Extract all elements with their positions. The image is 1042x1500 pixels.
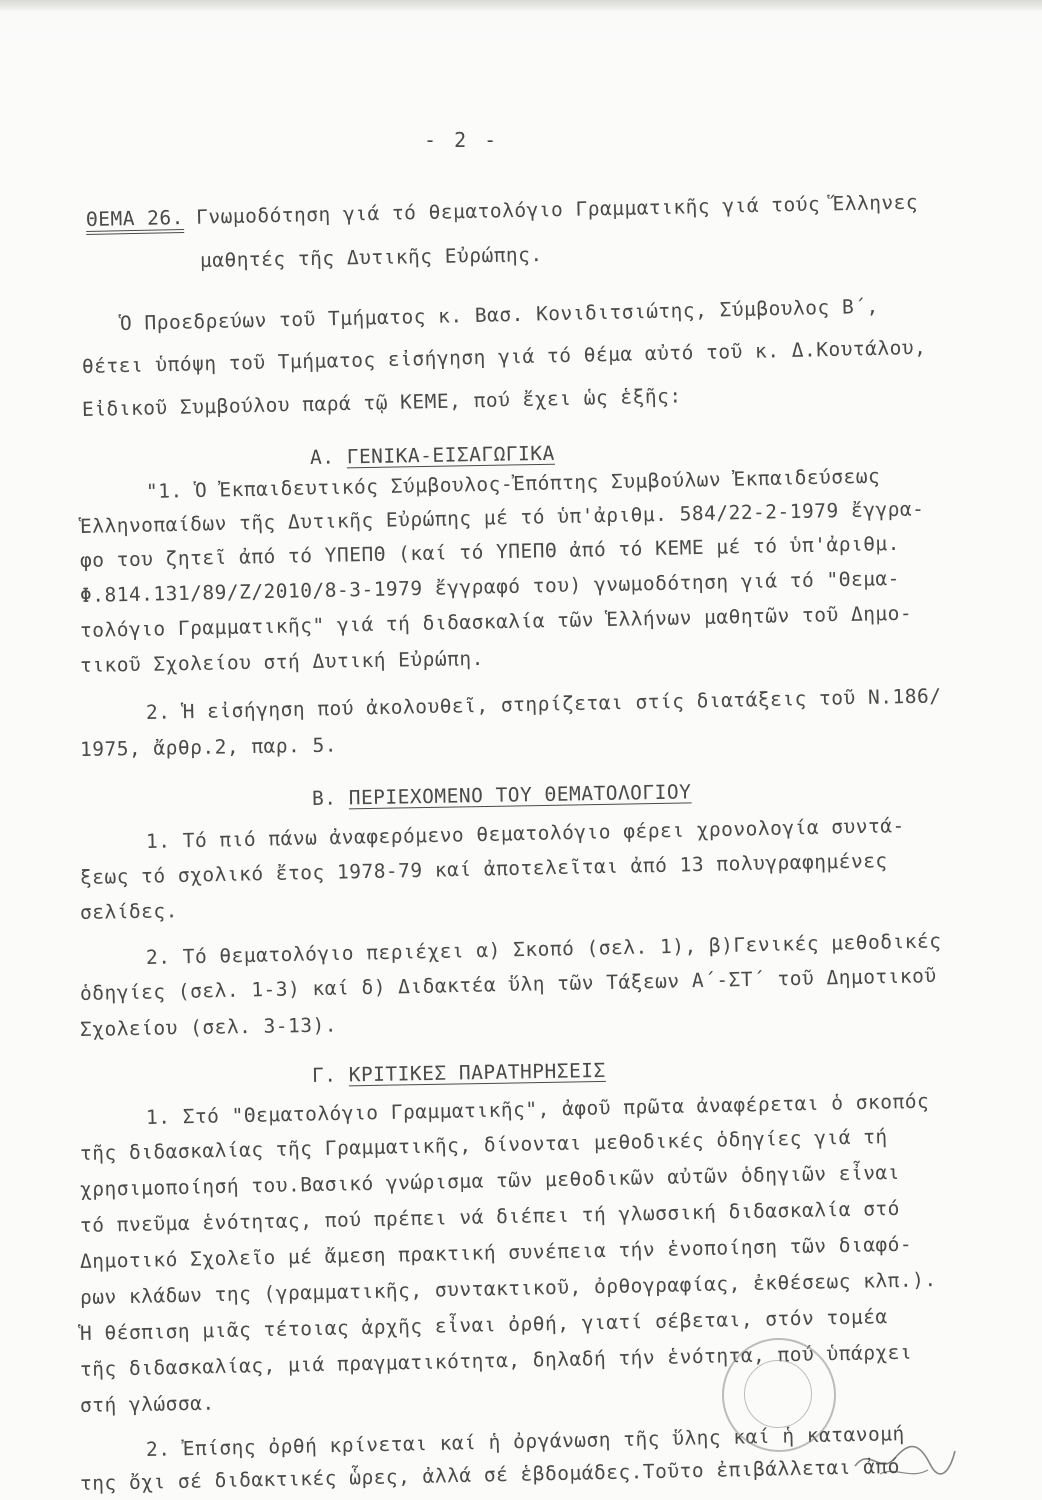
intro-line-3: Εἰδικοῦ Συμβούλου παρά τῷ ΚΕΜΕ, πού ἔχει ὡς ἑξῆς: bbox=[81, 384, 682, 421]
section-b-title: ΠΕΡΙΕΧΟΜΕΝΟ ΤΟΥ ΘΕΜΑΤΟΛΟΓΙΟΥ bbox=[348, 780, 692, 810]
section-b-p1-line-3: σελίδες. bbox=[79, 899, 179, 924]
section-a-p2-line-2: 1975, ἄρθρ.2, παρ. 5. bbox=[79, 733, 338, 761]
section-a-p2-line-1: 2. Ἡ εἰσήγηση πού ἀκολουθεῖ, στηρίζεται στίς διατάξεις τοῦ Ν.186/ bbox=[145, 684, 942, 724]
section-c-p1-line-4: τό πνεῦμα ἑνότητας, πού πρέπει νά διέπει τή γλωσσική διδασκαλία στό bbox=[79, 1196, 901, 1237]
intro-line-1: Ὁ Προεδρεύων τοῦ Τμήματος κ. Βασ. Κονιδιτσιώτης, Σύμβουλος Β΄, bbox=[119, 294, 879, 335]
intro-line-2: θέτει ὑπόψη τοῦ Τμήματος εἰσήγηση γιά τό θέμα αὐτό τοῦ κ. Δ.Κουτάλου, bbox=[81, 335, 927, 378]
page-number: - 2 - bbox=[424, 128, 500, 152]
section-c-p2-line-2: της ὄχι σέ διδακτικές ὧρες, ἀλλά σέ ἑβδομάδες.Τοῦτο ἐπιβάλλεται ἀπό bbox=[79, 1454, 901, 1495]
section-b-p2-line-1: 2. Τό θεματολόγιο περιέχει α) Σκοπό (σελ. 1), β)Γενικές μεθοδικές bbox=[145, 929, 942, 969]
subject-label: ΘΕΜΑ 26. bbox=[85, 205, 185, 231]
section-c-p1-line-5: Δημοτικό Σχολεῖο μέ ἄμεση πρακτική συνέπεια τήν ἑνοποίηση τῶν διαφό- bbox=[79, 1232, 913, 1273]
section-a-p1-line-4: Φ.814.131/89/Ζ/2010/8-3-1979 ἔγγραφό του) γνωμοδότηση γιά τό "Θεμα- bbox=[79, 566, 901, 607]
section-b-heading bbox=[312, 780, 692, 811]
subject-text-1: Γνωμοδότηση γιά τό θεματολόγιο Γραμματικῆς γιά τούς Ἕλληνες bbox=[195, 190, 919, 229]
official-stamp-inner-ring bbox=[744, 1360, 812, 1428]
section-c-heading bbox=[312, 1059, 606, 1088]
section-a-p1-line-2: Ἑλληνοπαίδων τῆς Δυτικῆς Εὐρώπης μέ τό ὑπ'ἀριθμ. 584/22-2-1979 ἔγγρα- bbox=[79, 497, 925, 538]
subject-line-2: μαθητές τῆς Δυτικῆς Εὐρώπης. bbox=[199, 243, 543, 272]
section-a-letter: Α. bbox=[309, 445, 335, 469]
section-c-title: ΚΡΙΤΙΚΕΣ ΠΑΡΑΤΗΡΗΣΕΙΣ bbox=[348, 1058, 606, 1087]
handwritten-signature bbox=[850, 1436, 960, 1486]
section-c-p1-line-8: τῆς διδασκαλίας, μιά πραγματικότητα, δηλαδή τήν ἑνότητα, πού ὑπάρχει bbox=[79, 1340, 913, 1381]
page-top-edge bbox=[0, 0, 1042, 10]
section-b-p1-line-1: 1. Τό πιό πάνω ἀναφερόμενο θεματολόγιο φέρει χρονολογία συντά- bbox=[145, 814, 905, 853]
section-a-p1-line-5: τολόγιο Γραμματικῆς" γιά τή διδασκαλία τῶν Ἑλλήνων μαθητῶν τοῦ Δημο- bbox=[79, 601, 913, 642]
section-c-p1-line-3: χρησιμοποίησή του.Βασικό γνώρισμα τῶν μεθοδικῶν αὐτῶν ὁδηγιῶν εἶναι bbox=[79, 1160, 901, 1201]
section-b-p2-line-2: ὁδηγίες (σελ. 1-3) καί δ) Διδακτέα ὕλη τῶν Τάξεων Α΄-ΣΤ΄ τοῦ Δημοτικοῦ bbox=[79, 964, 937, 1005]
section-a-p1-line-6: τικοῦ Σχολείου στή Δυτική Εὐρώπη. bbox=[79, 646, 485, 677]
section-c-p2-line-1: 2. Ἐπίσης ὀρθή κρίνεται καί ἡ ὀργάνωση τῆς ὕλης καί ἡ κατανομή bbox=[145, 1422, 905, 1461]
official-stamp bbox=[722, 1338, 836, 1452]
section-b-p2-line-3: Σχολείου (σελ. 3-13). bbox=[79, 1013, 338, 1041]
section-a-p1-line-3: φο του ζητεῖ ἀπό τό ΥΠΕΠΘ (καί τό ΥΠΕΠΘ ἀπό τό ΚΕΜΕ μέ τό ὑπ'ἀριθμ. bbox=[79, 531, 901, 572]
section-a-p1-line-1: "1. Ὁ Ἐκπαιδευτικός Σύμβουλος-Ἐπόπτης Συμβούλων Ἐκπαιδεύσεως bbox=[145, 464, 881, 503]
section-a-heading bbox=[310, 442, 555, 470]
section-c-p1-line-2: τῆς διδασκαλίας τῆς Γραμματικῆς, δίνονται μεθοδικές ὁδηγίες γιά τή bbox=[79, 1125, 888, 1165]
section-a-title: ΓΕΝΙΚΑ-ΕΙΣΑΓΩΓΙΚΑ bbox=[346, 441, 555, 469]
section-c-letter: Γ. bbox=[311, 1063, 337, 1087]
section-c-p1-line-1: 1. Στό "Θεματολόγιο Γραμματικῆς", ἀφοῦ πρῶτα ἀναφέρεται ὁ σκοπός bbox=[145, 1089, 930, 1129]
subject-line-1 bbox=[86, 191, 919, 232]
section-b-p1-line-2: ξεως τό σχολικό ἔτος 1978-79 καί ἀποτελεῖται ἀπό 13 πολυγραφημένες bbox=[79, 849, 888, 889]
section-c-p1-line-6: ρων κλάδων της (γραμματικῆς, συντακτικοῦ, ὀρθογραφίας, ἐκθέσεως κλπ.). bbox=[79, 1268, 937, 1309]
section-c-p1-line-9: στή γλώσσα. bbox=[79, 1391, 215, 1417]
section-c-p1-line-7: Ἡ θέσπιση μιᾶς τέτοιας ἀρχῆς εἶναι ὀρθή, γιατί σέβεται, στόν τομέα bbox=[79, 1305, 888, 1345]
section-b-letter: Β. bbox=[311, 786, 337, 810]
